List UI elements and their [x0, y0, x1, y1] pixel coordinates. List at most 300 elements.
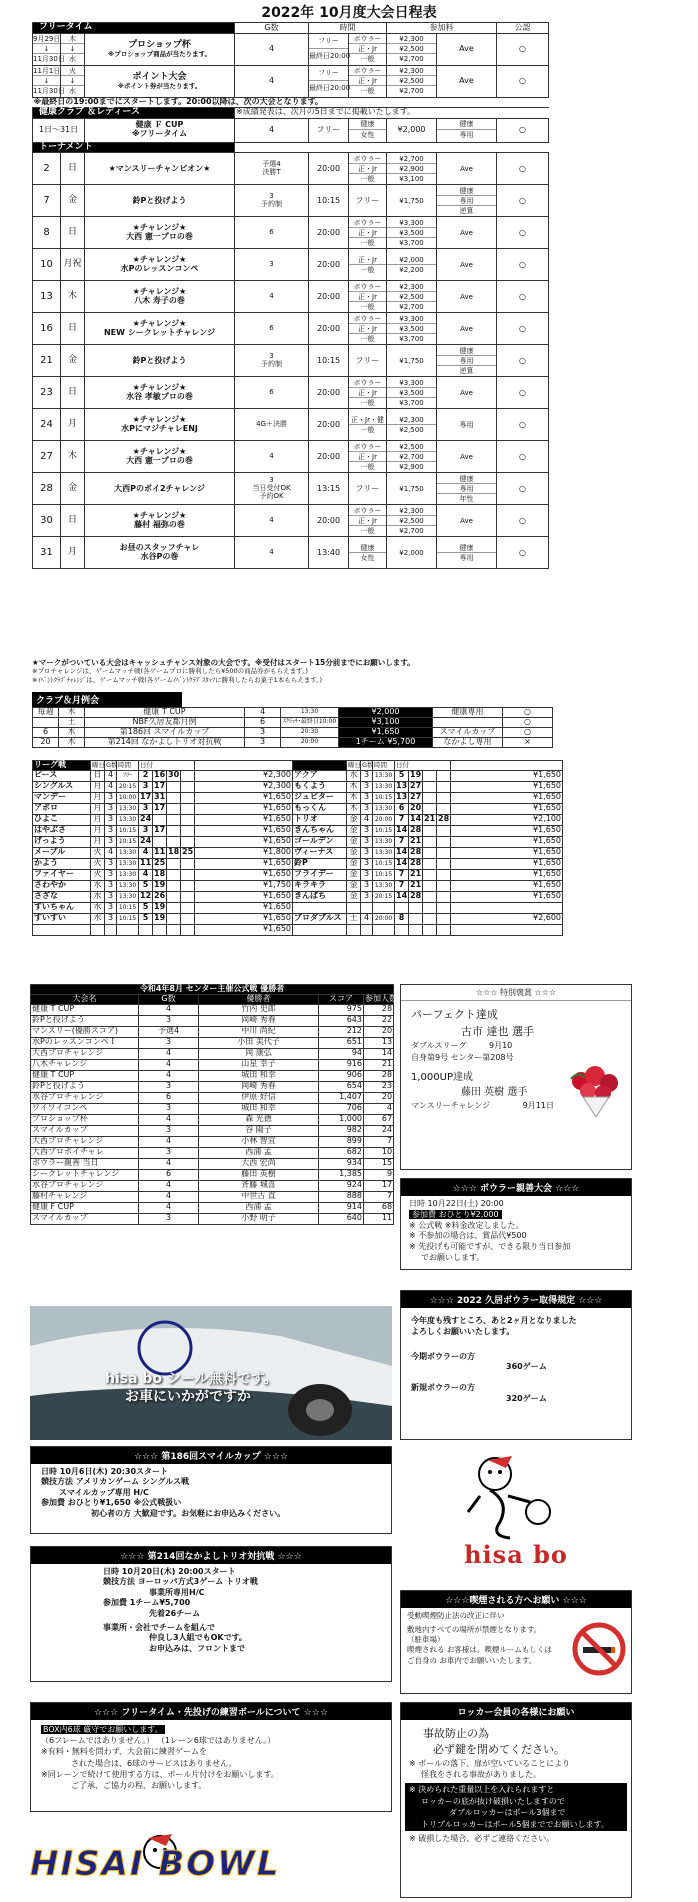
event-name-line: ★チャレンジ★	[132, 223, 187, 233]
league-day: 金	[347, 814, 361, 825]
winner-name: 斉藤 城喜	[199, 1180, 319, 1191]
league-date: 21	[410, 836, 422, 846]
locker-line: ※ 破損した場合、必ずご連絡ください。	[409, 1834, 555, 1844]
league-day	[91, 924, 105, 935]
league-row	[33, 825, 563, 836]
winner-score: 1,385	[319, 1169, 364, 1180]
up-date: 9月11日	[522, 1101, 554, 1110]
free-official: ○	[497, 33, 549, 65]
league-time	[373, 924, 395, 935]
smoking-header: ☆☆☆喫煙される方へお願い ☆☆☆	[401, 1591, 631, 1608]
free-date	[33, 33, 65, 65]
tournament-category-item: ボウラー	[349, 218, 386, 228]
tournament-ave	[437, 313, 497, 345]
league-row	[33, 858, 563, 869]
tournament-date: 7	[33, 185, 61, 217]
league-date	[423, 902, 437, 913]
winner-event: 健康 T CUP	[31, 1004, 139, 1015]
tournament-ave-stack	[437, 474, 496, 504]
tournament-category	[349, 537, 387, 569]
winner-entries: 24	[364, 1125, 394, 1136]
league-date	[167, 814, 181, 825]
league-day: 金	[347, 869, 361, 880]
winners-row	[31, 1015, 394, 1026]
league-date	[181, 902, 195, 913]
tournament-fee-item: ¥3,500	[387, 388, 436, 398]
league-date: 21	[410, 880, 422, 890]
regulation-intro: 今年度も残すところ、あと2ヶ月となりました よろしくお願いいたします。	[411, 1316, 577, 1336]
club-type: なかよし専用	[433, 738, 503, 748]
league-date	[423, 836, 437, 847]
league-date	[437, 858, 451, 869]
tournament-fee	[387, 409, 437, 441]
league-fee: ¥1,800	[195, 847, 293, 858]
league-date	[423, 869, 437, 880]
tournament-date: 30	[33, 505, 61, 537]
league-date: 30	[168, 770, 180, 780]
tournament-fee	[387, 473, 437, 505]
winner-entries: 4	[364, 1103, 394, 1114]
tournament-time: 20:00	[309, 377, 349, 409]
league-fee: ¥1,650	[195, 814, 293, 825]
event-name-line: 水谷Pの巻	[140, 551, 179, 561]
kenko-games: 4	[235, 118, 309, 142]
winner-entries: 11	[364, 1213, 394, 1224]
league-date: 19	[154, 880, 166, 890]
tournament-fee-stack	[387, 415, 436, 435]
league-date	[181, 803, 195, 814]
league-date: 4	[139, 869, 153, 880]
tournament-category	[349, 281, 387, 313]
league-date	[181, 814, 195, 825]
league-time: 13:30	[373, 770, 395, 781]
practice-ball-box	[30, 1702, 392, 1812]
tournament-official: ○	[497, 537, 549, 569]
tournament-ave-item: 専用	[437, 196, 496, 206]
winner-games: 4	[139, 1048, 199, 1059]
tournament-ave-item: Ave	[460, 516, 473, 525]
tournament-date: 13	[33, 281, 61, 313]
league-games: 3	[361, 880, 373, 891]
league-date: 5	[139, 902, 153, 913]
event-name-line: ★チャレンジ★	[132, 511, 187, 521]
section-header-note	[235, 142, 549, 153]
tournament-ave-stack	[437, 543, 496, 563]
winner-name: 中川 尚紀	[199, 1026, 319, 1037]
league-fee: ¥1,650	[195, 858, 293, 869]
winners-row	[31, 1092, 394, 1103]
league-games: 4	[105, 847, 117, 858]
league-games: 3	[105, 836, 117, 847]
tournament-fee-stack	[387, 506, 436, 536]
tournament-official: ○	[497, 505, 549, 537]
bowler-event-box	[400, 1178, 632, 1270]
league-date	[437, 825, 451, 836]
tournament-notes	[32, 658, 552, 684]
league-fee: ¥1,650	[451, 858, 563, 869]
free-day-item: ↓	[61, 76, 84, 86]
winner-name: 谷 陽子	[199, 1125, 319, 1136]
winner-event: 鈴Pと投げよう	[31, 1081, 139, 1092]
league-games: 4	[361, 814, 373, 825]
event-name: プロショップ杯	[128, 39, 191, 50]
tournament-fee	[387, 313, 437, 345]
club-time: ｽｸﾗｯﾁ･最終日10:00	[281, 718, 339, 728]
club-games: 3	[245, 728, 281, 738]
league-date: 17	[154, 781, 166, 791]
league-date: 17	[140, 792, 152, 802]
winner-entries: 68	[364, 1202, 394, 1213]
winner-games: 4	[139, 1136, 199, 1147]
tournament-time: 20:00	[309, 313, 349, 345]
practice-line: ご了承、ご協力の程、お願いします。	[71, 1780, 207, 1790]
league-col-day: 曜日	[348, 760, 361, 769]
league-col-games: G数	[106, 760, 118, 769]
tournament-fee-stack	[387, 442, 436, 472]
tournament-fee	[387, 377, 437, 409]
league-col-time: 時間	[373, 761, 395, 771]
club-row	[33, 738, 553, 748]
tournament-category-item: ボウラー	[349, 314, 386, 324]
nakayoshi-line: 競技方法 ヨーロッパ方式3ゲーム トリオ戦	[103, 1577, 258, 1587]
league-fee: ¥1,650	[451, 836, 563, 847]
smoking-line: 受動喫煙防止法の改正に伴い	[407, 1611, 505, 1620]
winner-entries: 21	[364, 1059, 394, 1070]
free-fee-item: ¥2,300	[387, 66, 436, 76]
winners-row	[31, 1213, 394, 1224]
winner-games: 4	[139, 1004, 199, 1015]
free-ave: Ave	[437, 65, 497, 97]
tournament-day: 日	[61, 313, 85, 345]
league-date	[423, 792, 437, 803]
league-fee	[451, 924, 563, 935]
bowler-event-line: ※ 公式戦 ※料金改定しました。	[409, 1220, 524, 1230]
club-fee: ¥3,100	[339, 718, 433, 728]
bouquet-icon	[561, 1061, 631, 1119]
tournament-ave	[437, 185, 497, 217]
league-name: ジュピター	[293, 792, 347, 803]
tournament-ave-stack	[437, 420, 496, 430]
tournament-row	[33, 473, 549, 505]
league-date	[167, 880, 181, 891]
perfect-title: パーフェクト達成	[411, 1008, 498, 1021]
free-date-item: ↓	[33, 76, 60, 86]
event-name-line: 大西Pのポイ2チャレンジ	[114, 483, 205, 493]
special-award-box	[400, 984, 632, 1170]
league-fee: ¥2,100	[451, 814, 563, 825]
winner-games: 3	[139, 1125, 199, 1136]
tournament-category-item: 一般	[360, 174, 375, 183]
league-fee: ¥2,300	[195, 781, 293, 792]
event-note: ※ポイント券が当たります。	[117, 81, 202, 90]
tournament-category-stack	[349, 543, 386, 563]
league-col-fee	[195, 761, 293, 771]
section-header: トーナメント	[33, 142, 235, 153]
tournament-category: フリー	[349, 473, 387, 505]
tournament-row	[33, 217, 549, 249]
league-date: 24	[140, 836, 152, 846]
club-event: 第214回 なかよしトリオ対抗戦	[85, 738, 245, 748]
league-col-dates: 日付	[139, 761, 195, 771]
practice-line: （6フレームではありません。） （1レーン6球ではありません。）	[41, 1736, 276, 1746]
league-time: 10:15	[373, 869, 395, 880]
tournament-time: 20:00	[309, 505, 349, 537]
league-date: 14	[396, 847, 408, 857]
league-day: 金	[347, 836, 361, 847]
club-games: 4	[245, 708, 281, 718]
tournament-category-item: 女性	[360, 553, 375, 562]
league-fee: ¥1,650	[451, 847, 563, 858]
league-date	[437, 924, 451, 935]
league-time: 10:15	[117, 913, 139, 924]
tournament-category-item: 一般	[360, 265, 375, 274]
winner-games: 4	[139, 1059, 199, 1070]
league-date	[423, 825, 437, 836]
league-time: 10:15	[117, 902, 139, 913]
league-row	[33, 781, 563, 792]
mascot-icon	[460, 1452, 560, 1542]
free-category-item: ボウラー	[349, 34, 386, 44]
games-line: 3	[269, 260, 274, 269]
locker-line: ※ 決められた重量以上を入れられますと	[409, 1785, 555, 1795]
league-name: きんぱち	[293, 891, 347, 902]
tournament-category-stack	[349, 506, 386, 536]
tournament-fee-stack	[387, 218, 436, 248]
tournament-time: 20:00	[309, 281, 349, 313]
tournament-fee-stack	[387, 154, 436, 184]
winner-score: 934	[319, 1158, 364, 1169]
practice-line: ※同レーンで続けて使用する方は、ボール片付けをお願いします。	[41, 1769, 279, 1779]
league-name: もっくん	[293, 803, 347, 814]
tournament-category-item: 一般	[360, 302, 375, 311]
logo-text: hisa bo	[464, 1540, 568, 1569]
league-games: 3	[105, 825, 117, 836]
winner-entries: 20	[364, 1026, 394, 1037]
winner-score: 212	[319, 1026, 364, 1037]
free-date	[33, 65, 65, 97]
league-day: 月	[91, 836, 105, 847]
league-name	[293, 902, 347, 913]
winner-entries: 22	[364, 1015, 394, 1026]
col-header-fee: 参加料	[387, 23, 497, 34]
tournament-category-item: ボウラー	[349, 154, 386, 164]
league-fee: ¥1,650	[451, 803, 563, 814]
winners-row	[31, 1048, 394, 1059]
tournament-official: ○	[497, 185, 549, 217]
winners-col-header: スコア	[319, 994, 364, 1004]
league-date: 14	[396, 825, 408, 835]
league-fee: ¥1,650	[451, 825, 563, 836]
club-event: 第186回 スマイルカップ	[85, 728, 245, 738]
league-games: 3	[361, 869, 373, 880]
section-header: フリータイム	[33, 23, 235, 34]
free-time-item: 最終日20:00	[309, 52, 351, 61]
winners-row	[31, 1081, 394, 1092]
club-date	[33, 718, 59, 728]
league-date: 20	[410, 803, 422, 813]
league-day: 金	[347, 847, 361, 858]
league-fee: ¥1,650	[195, 836, 293, 847]
winner-games: 3	[139, 1037, 199, 1048]
schedule-table	[32, 22, 549, 569]
tournament-fee-stack	[387, 378, 436, 408]
tournament-ave-stack	[437, 388, 496, 398]
tournament-category-item: 一般	[360, 334, 375, 343]
locker-line: 事故防止の為	[423, 1727, 489, 1740]
winner-score: 888	[319, 1191, 364, 1202]
tournament-ave-stack	[437, 346, 496, 376]
winner-score: 654	[319, 1081, 364, 1092]
league-games: 3	[361, 803, 373, 814]
event-note: ※プロショップ商品が当たります。	[107, 49, 212, 58]
smile-cup-line: スマイルカップ専用 H/C	[59, 1487, 149, 1497]
tournament-category-item: 正・Jr	[349, 388, 386, 398]
league-time: 13:30	[117, 847, 139, 858]
tournament-date: 23	[33, 377, 61, 409]
winners-header-row	[31, 994, 394, 1004]
winner-score: 982	[319, 1125, 364, 1136]
kenko-row	[33, 118, 549, 142]
tournament-fee-item: ¥1,750	[399, 356, 424, 365]
tournament-ave	[437, 345, 497, 377]
tournament-ave-item: 健康	[437, 474, 496, 484]
kenko-event	[85, 118, 235, 142]
league-date	[409, 902, 423, 913]
league-date: 5	[139, 880, 153, 891]
league-date: 25	[182, 847, 194, 857]
tournament-category-item: 正・Jr・健	[349, 415, 386, 425]
tournament-fee	[387, 441, 437, 473]
tournament-event	[85, 217, 235, 249]
tournament-official: ○	[497, 153, 549, 185]
tournament-ave-item: 専用	[437, 356, 496, 366]
col-header-games: G数	[235, 23, 309, 34]
league-date	[437, 792, 451, 803]
free-time	[309, 33, 349, 65]
league-games: 3	[361, 825, 373, 836]
kenko-category-item: 女性	[360, 131, 375, 140]
winner-name: 伊原 好信	[199, 1092, 319, 1103]
league-block	[32, 760, 561, 936]
league-games: 3	[361, 770, 373, 781]
bowler-event-line: ※ 不参加の場合は、賞品代¥500	[409, 1231, 527, 1241]
event-name-line: 大西 憲一プロの巻	[126, 455, 193, 465]
winner-event: スマイルカップ	[31, 1125, 139, 1136]
league-fee: ¥1,650	[195, 913, 293, 924]
winners-row	[31, 1026, 394, 1037]
smile-cup-header: ☆☆☆ 第186回スマイルカップ ☆☆☆	[31, 1447, 391, 1464]
league-date: 19	[410, 770, 422, 780]
league-date: 3	[139, 803, 153, 814]
league-name: フライデー	[293, 869, 347, 880]
tournament-category-stack	[349, 415, 386, 435]
tournament-games	[235, 537, 309, 569]
tournament-date: 8	[33, 217, 61, 249]
league-time: 13:30	[373, 880, 395, 891]
free-fee	[387, 65, 437, 97]
league-row	[33, 814, 563, 825]
league-date: 27	[410, 781, 422, 791]
regulation-new-label: 新規ボウラーの方	[411, 1383, 475, 1393]
tournament-day: 木	[61, 281, 85, 313]
tournament-time: 20:00	[309, 153, 349, 185]
league-name: ピース	[33, 770, 91, 781]
tournament-category-item: ボウラー	[349, 506, 386, 516]
league-games: 3	[105, 869, 117, 880]
league-date: 5	[395, 770, 409, 781]
league-games	[361, 924, 373, 935]
games-line: 予選4	[262, 160, 281, 169]
league-date	[437, 880, 451, 891]
league-day: 金	[347, 858, 361, 869]
tournament-day: 金	[61, 345, 85, 377]
league-fee: ¥1,650	[451, 891, 563, 902]
tournament-ave	[437, 505, 497, 537]
tournament-category-item: ボウラー	[349, 282, 386, 292]
note-line: ★マークがついている大会はキャッシュチャンス対象の大会です。※受付はスタート15分前までにお願いします。	[32, 658, 415, 667]
up-league: マンスリーチャレンジ	[411, 1101, 491, 1110]
tournament-official: ○	[497, 313, 549, 345]
free-time-stack	[309, 66, 351, 96]
practice-line: ※有料・無料を問わず、大会前に練習ゲームを	[41, 1747, 208, 1757]
league-time: 10:15	[117, 825, 139, 836]
league-date	[423, 781, 437, 792]
tournament-ave	[437, 473, 497, 505]
tournament-fee-item: ¥2,300	[387, 506, 436, 516]
smile-cup-line: 競技方法 アメリカンゲーム シングルス戦	[41, 1477, 190, 1487]
kenko-fee: ¥2,000	[387, 118, 437, 142]
league-date	[181, 858, 195, 869]
tournament-fee	[387, 185, 437, 217]
kenko-ave-stack	[437, 119, 496, 141]
schedule-block	[32, 22, 548, 569]
league-fee: ¥1,650	[195, 792, 293, 803]
games-line: 3	[269, 476, 274, 485]
tournament-ave-item: 健康	[437, 346, 496, 356]
event-name-line: NEW シークレットチャレンジ	[103, 327, 216, 337]
tournament-category	[349, 249, 387, 281]
tournament-games	[235, 249, 309, 281]
free-date-item: 11月30日	[33, 55, 65, 64]
tournament-fee-item: ¥3,300	[387, 378, 436, 388]
league-time: 13:30	[117, 880, 139, 891]
club-date: 6	[33, 728, 59, 738]
league-date: 11	[154, 847, 166, 857]
winners-row	[31, 1125, 394, 1136]
tournament-ave-item: Ave	[460, 260, 473, 269]
tournament-ave-stack	[437, 260, 496, 270]
league-date: 28	[438, 814, 450, 824]
league-name: プロダブルス	[293, 913, 347, 924]
league-row	[33, 902, 563, 913]
league-date: 21	[424, 814, 436, 824]
league-day: 水	[347, 770, 361, 781]
league-time: 10:15	[373, 858, 395, 869]
club-event: NBF久居友都月例	[85, 718, 245, 728]
league-games: 4	[361, 913, 373, 924]
games-line: 予約制	[261, 359, 283, 368]
league-col-dates: 日付	[395, 761, 451, 771]
league-date: 13	[396, 781, 408, 791]
section-header-row	[33, 107, 549, 118]
tournament-ave-stack	[437, 164, 496, 174]
league-day: 水	[91, 880, 105, 891]
league-day: 金	[347, 825, 361, 836]
event-name-line: ★チャレンジ★	[132, 383, 187, 393]
perfect-league: ダブルスリーグ	[411, 1041, 467, 1050]
league-day: 月	[91, 781, 105, 792]
club-games: 3	[245, 738, 281, 748]
